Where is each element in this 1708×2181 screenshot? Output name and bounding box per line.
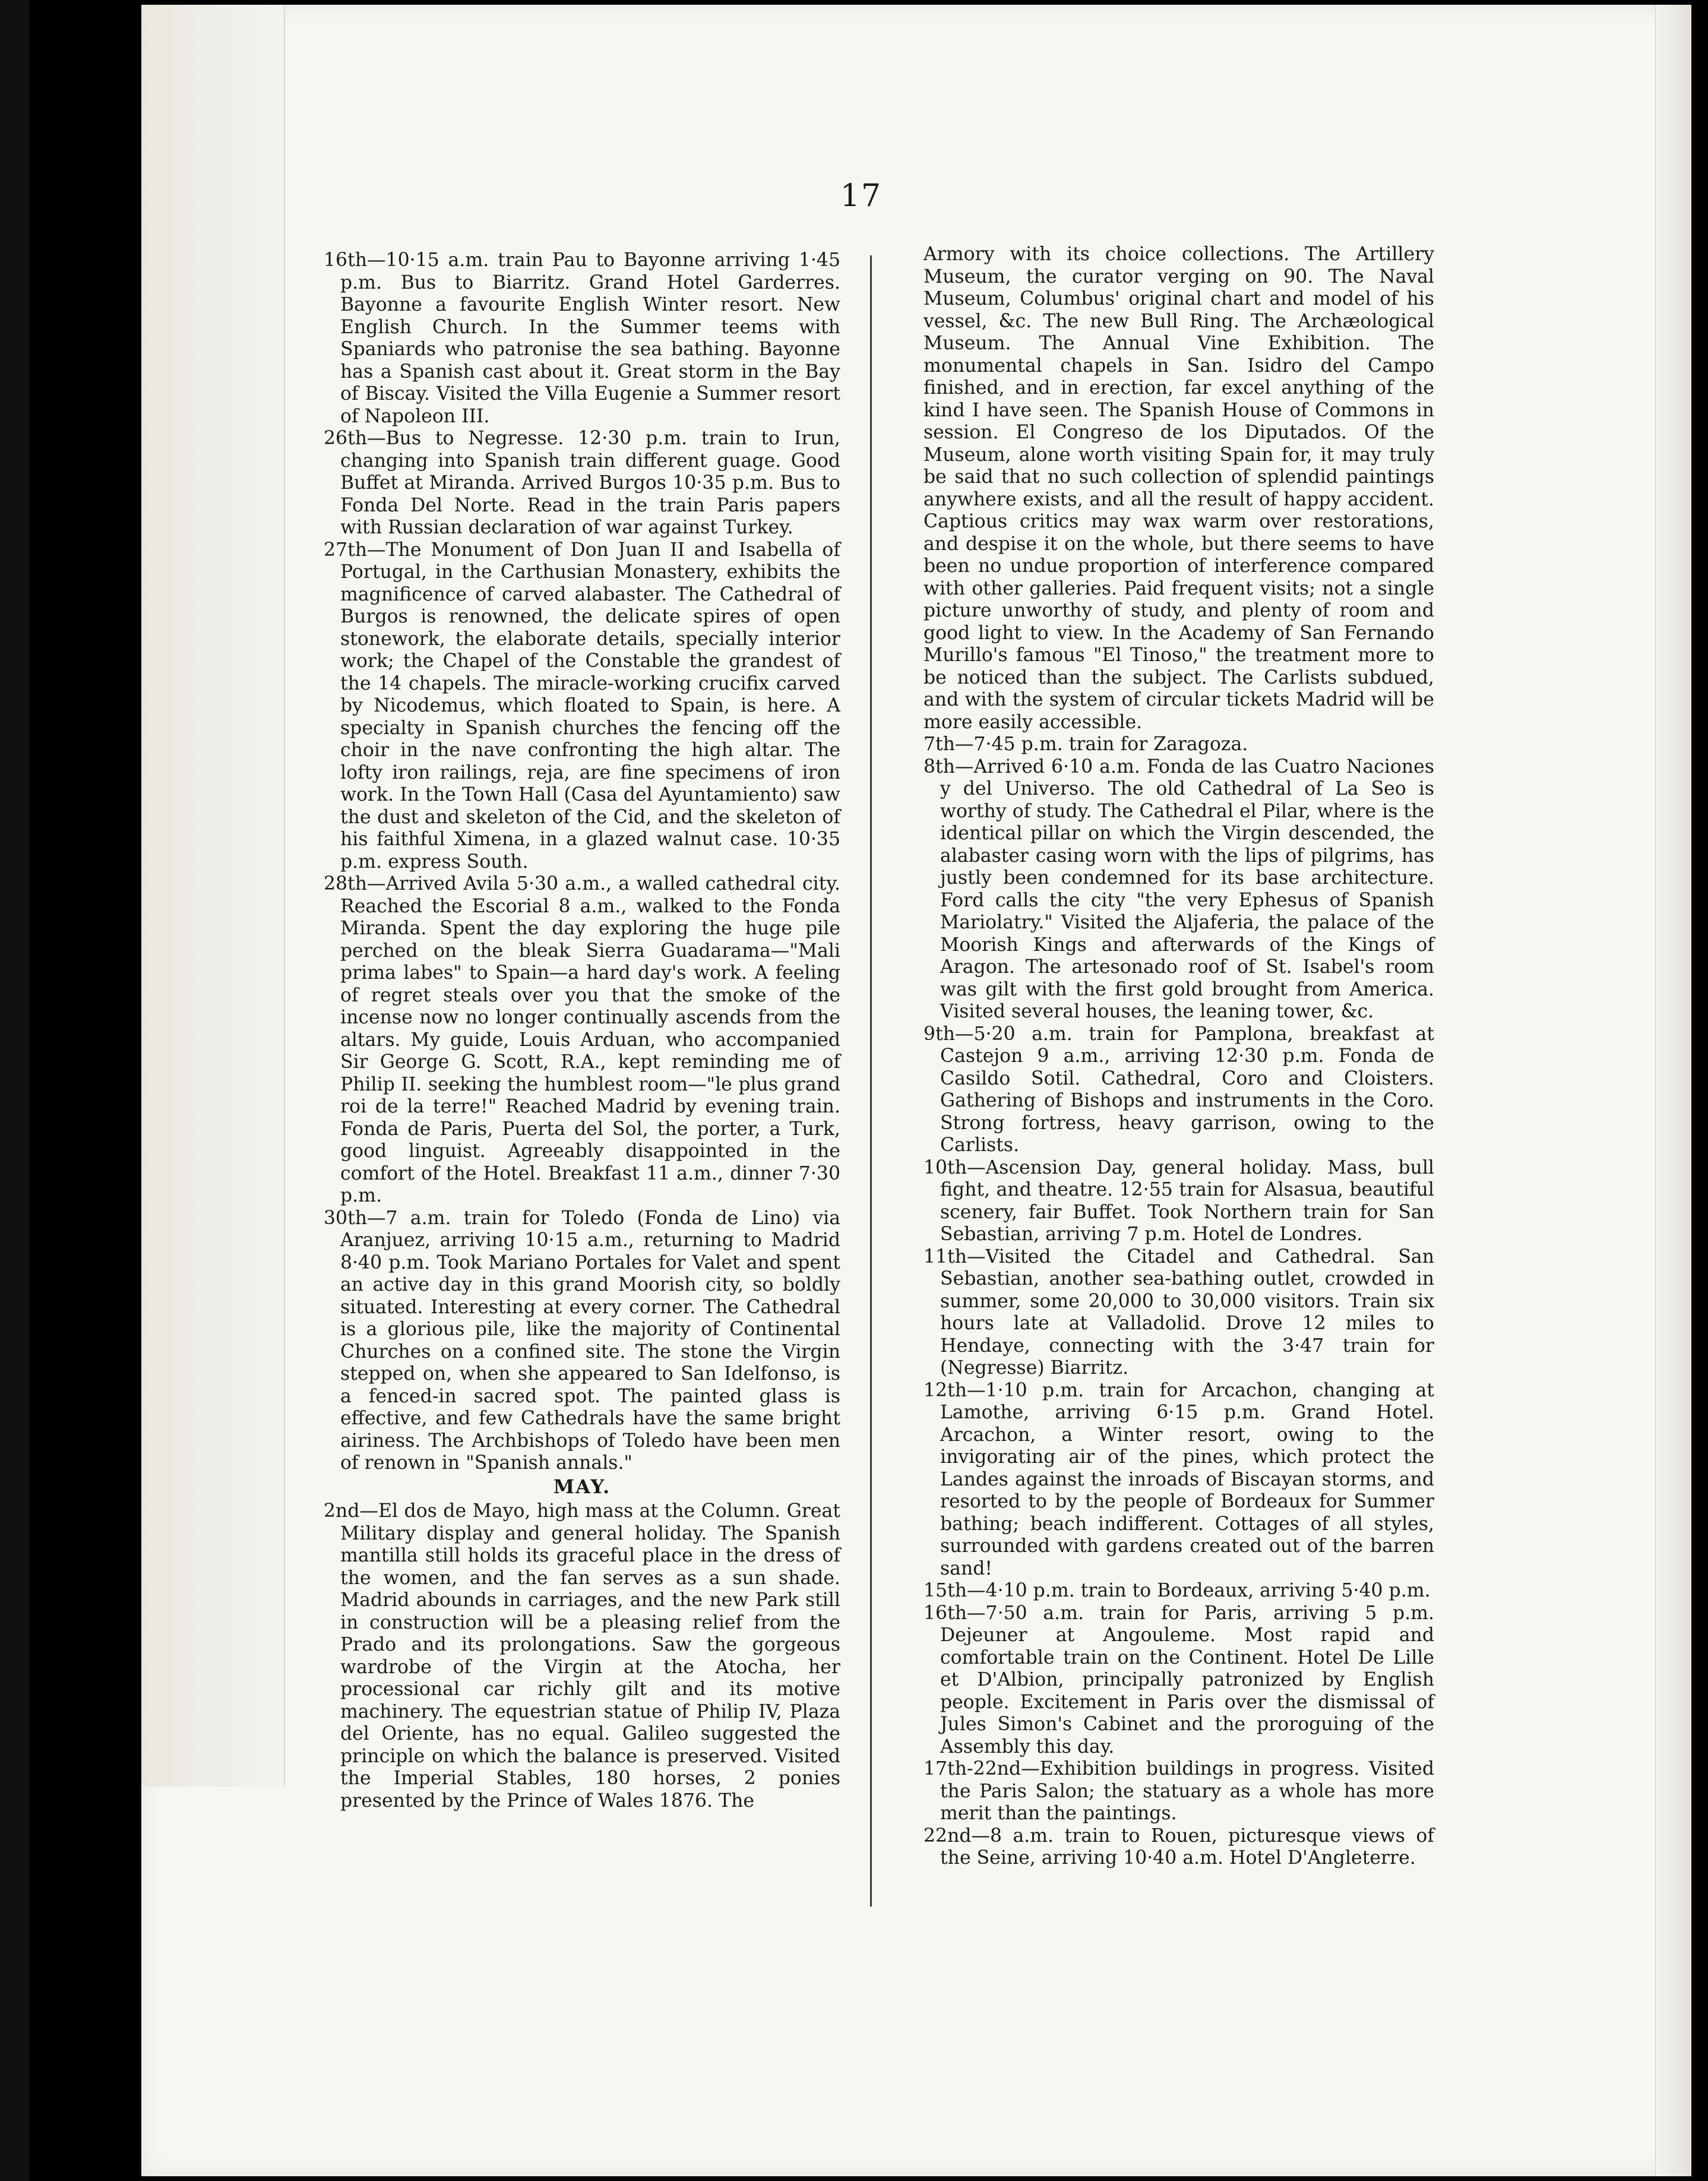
diary-entry: 12th—1·10 p.m. train for Arcachon, changing at Lamothe, arriving 6·15 p.m. Grand Hotel. Arcachon, a Winter resort, owing to the invigorating air of the pines, which protect the Landes against the inroads of Biscayan storms, and resorted to by the people of Bordeaux for Summer bathing; beach indifferent. Cottages of all styles, surrounded with gardens created out of the barren sand! bbox=[923, 1379, 1434, 1579]
diary-entry-continued: Armory with its choice collections. The Artillery Museum, the curator verging on 90. The Naval Museum, Columbus' original chart and model of his vessel, &c. The new Bull Ring. The Archæological Museum. The Annual Vine Exhibition. The monumental chapels in San. Isidro del Campo finished, and in erection, far excel anything of the kind I have seen. The Spanish House of Commons in session. El Congreso de los Diputados. Of the Museum, alone worth visiting Spain for, it may truly be said that no such collection of splendid paintings anywhere exists, and all the result of happy accident. Captious critics may wax warm over restorations, and despise it on the whole, but there seems to have been no undue proportion of interference compared with other galleries. Paid frequent visits; not a single picture unworthy of study, and plenty of room and good light to view. In the Academy of San Fernando Murillo's famous "El Tinoso," the treatment more to be noticed than the subject. The Carlists subdued, and with the system of circular tickets Madrid will be more easily accessible. bbox=[923, 244, 1434, 733]
diary-entry: 28th—Arrived Avila 5·30 a.m., a walled cathedral city. Reached the Escorial 8 a.m., walked to the Fonda Miranda. Spent the day exploring the huge pile perched on the bleak Sierra Guadarama—"Mali prima labes" to Spain—a hard day's work. A feeling of regret steals over you that the smoke of the incense now no longer continually ascends from the altars. My guide, Louis Arduan, who accompanied Sir George G. Scott, R.A., kept reminding me of Philip II. seeking the humblest room—"le plus grand roi de la terre!" Reached Madrid by evening train. Fonda de Paris, Puerta del Sol, the porter, a Turk, good linguist. Agreeably disappointed in the comfort of the Hotel. Breakfast 11 a.m., dinner 7·30 p.m. bbox=[324, 873, 840, 1206]
diary-entry: 30th—7 a.m. train for Toledo (Fonda de Lino) via Aranjuez, arriving 10·15 a.m., returning to Madrid 8·40 p.m. Took Mariano Portales for Valet and spent an active day in this grand Moorish city, so boldly situated. Interesting at every corner. The Cathedral is a glorious pile, like the majority of Continental Churches on a confined site. The stone the Virgin stepped on, when she appeared to San Idelfonso, is a fenced-in sacred spot. The painted glass is effective, and few Cathedrals have the same bright airiness. The Archbishops of Toledo have been men of renown in "Spanish annals." bbox=[324, 1207, 840, 1474]
month-heading: MAY. bbox=[553, 1475, 611, 1498]
page-fold-shadow bbox=[141, 5, 285, 1787]
diary-entry: 16th—10·15 a.m. train Pau to Bayonne arriving 1·45 p.m. Bus to Biarritz. Grand Hotel Garderres. Bayonne a favourite English Winter resort. New English Church. In the Summer teems with Spaniards who patronise the sea bathing. Bayonne has a Spanish cast about it. Great storm in the Bay of Biscay. Visited the Villa Eugenie a Summer resort of Napoleon III. bbox=[324, 249, 840, 427]
diary-entry: 8th—Arrived 6·10 a.m. Fonda de las Cuatro Naciones y del Universo. The old Cathedral of La Seo is worthy of study. The Cathedral el Pilar, where is the identical pillar on which the Virgin descended, the alabaster casing worn with the lips of pilgrims, has justly been condemned for its base architecture. Ford calls the city "the very Ephesus of Spanish Mariolatry." Visited the Aljaferia, the palace of the Moorish Kings and afterwards of the Kings of Aragon. The artesonado roof of St. Isabel's room was gilt with the first gold brought from America. Visited several houses, the leaning tower, &c. bbox=[923, 756, 1434, 1022]
right-column bbox=[923, 244, 1434, 1870]
diary-entry: 11th—Visited the Citadel and Cathedral. San Sebastian, another sea-bathing outlet, crowded in summer, some 20,000 to 30,000 visitors. Train six hours late at Valladolid. Drove 12 miles to Hendaye, connecting with the 3·47 train for (Negresse) Biarritz. bbox=[923, 1246, 1434, 1379]
diary-entry: 9th—5·20 a.m. train for Pamplona, breakfast at Castejon 9 a.m., arriving 12·30 p.m. Fonda de Casildo Sotil. Cathedral, Coro and Cloisters. Gathering of Bishops and instruments in the Coro. Strong fortress, heavy garrison, owing to the Carlists. bbox=[923, 1023, 1434, 1156]
diary-entry: 7th—7·45 p.m. train for Zaragoza. bbox=[923, 734, 1248, 755]
page-right-edge bbox=[1655, 5, 1691, 2176]
page-number: 17 bbox=[840, 178, 883, 214]
diary-entry: 2nd—El dos de Mayo, high mass at the Column. Great Military display and general holiday. The Spanish mantilla still holds its graceful place in the dress of the women, and the fan serves as a sun shade. Madrid abounds in carriages, and the new Park still in construction will be a pleasing relief from the Prado and its prolongations. Saw the gorgeous wardrobe of the Virgin at the Atocha, her processional car richly gilt and its motive machinery. The equestrian statue of Philip IV, Plaza del Oriente, has no equal. Galileo suggested the principle on which the balance is preserved. Visited the Imperial Stables, 180 horses, 2 ponies presented by the Prince of Wales 1876. The bbox=[324, 1500, 840, 1812]
diary-entry: 27th—The Monument of Don Juan II and Isabella of Portugal, in the Carthusian Monastery, exhibits the magnificence of carved alabaster. The Cathedral of Burgos is renowned, the delicate spires of open stonework, the elaborate details, specially interior work; the Chapel of the Constable the grandest of the 14 chapels. The miracle-working crucifix carved by Nicodemus, which floated to Spain, is here. A specialty in Spanish churches the fencing off the choir in the nave confronting the high altar. The lofty iron railings, reja, are fine specimens of iron work. In the Town Hall (Casa del Ayuntamiento) saw the dust and skeleton of the Cid, and the skeleton of his faithful Ximena, in a glazed walnut case. 10·35 p.m. express South. bbox=[324, 539, 840, 873]
diary-entry: 17th-22nd—Exhibition buildings in progress. Visited the Paris Salon; the statuary as a whole has more merit than the paintings. bbox=[923, 1758, 1434, 1824]
scan-left-border bbox=[0, 0, 30, 2181]
diary-entry: 15th—4·10 p.m. train to Bordeaux, arriving 5·40 p.m. bbox=[923, 1580, 1431, 1601]
column-divider bbox=[870, 255, 872, 1907]
diary-entry: 22nd—8 a.m. train to Rouen, picturesque views of the Seine, arriving 10·40 a.m. Hotel D'Angleterre. bbox=[923, 1825, 1434, 1869]
diary-entry: 10th—Ascension Day, general holiday. Mass, bull fight, and theatre. 12·55 train for Alsasua, beautiful scenery, fair Buffet. Took Northern train for San Sebastian, arriving 7 p.m. Hotel de Londres. bbox=[923, 1156, 1434, 1245]
left-column bbox=[324, 249, 840, 1812]
diary-entry: 26th—Bus to Negresse. 12·30 p.m. train to Irun, changing into Spanish train different guage. Good Buffet at Miranda. Arrived Burgos 10·35 p.m. Bus to Fonda Del Norte. Read in the train Paris papers with Russian declaration of war against Turkey. bbox=[324, 428, 840, 538]
diary-entry: 16th—7·50 a.m. train for Paris, arriving 5 p.m. Dejeuner at Angouleme. Most rapid and comfortable train on the Continent. Hotel De Lille et D'Albion, principally patronized by English people. Excitement in Paris over the dismissal of Jules Simon's Cabinet and the proroguing of the Assembly this day. bbox=[923, 1602, 1434, 1758]
